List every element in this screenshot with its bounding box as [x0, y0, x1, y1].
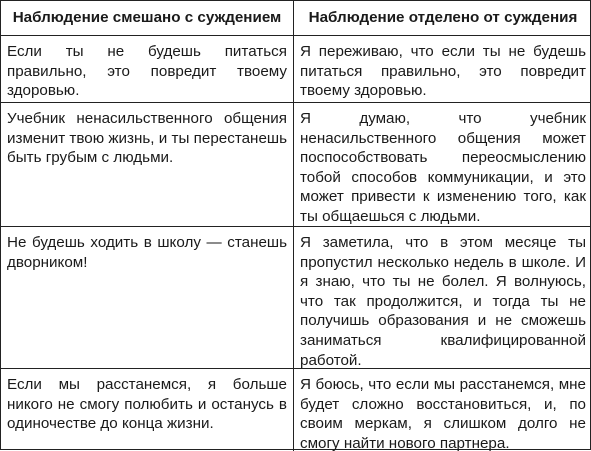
row-3-separated: Я заметила, что в этом месяце ты пропустил несколько недель в школе. И я знаю, что ты не болел. Я волнуюсь, что так продолжится, и тогда ты не получишь образования и не сможешь заниматься квалифицированной работой.	[294, 227, 591, 369]
row-1-mixed: Если ты не будешь питаться правильно, это повредит твоему здоровью.	[1, 36, 294, 103]
row-2-mixed: Учебник ненасильственного общения изменит твою жизнь, и ты перестанешь быть грубым с людьми.	[1, 103, 294, 227]
row-2-separated: Я думаю, что учебник ненасильственного общения может поспособствовать переосмыслению тобой способов коммуникации, и это может привести к изменению того, как ты общаешься с людьми.	[294, 103, 591, 227]
row-1-separated: Я переживаю, что если ты не будешь питаться правильно, это повредит твоему здоровью.	[294, 36, 591, 103]
header-separated: Наблюдение отделено от суждения	[294, 1, 591, 36]
row-4-mixed: Если мы расстанемся, я больше никого не смогу полюбить и останусь в одиночестве до конца жизни.	[1, 369, 294, 451]
row-3-mixed: Не будешь ходить в школу — станешь дворником!	[1, 227, 294, 369]
row-4-separated: Я боюсь, что если мы расстанемся, мне будет сложно восстановиться, и, по своим меркам, я слишком долго не смогу найти нового партнера.	[300, 376, 586, 451]
header-mixed: Наблюдение смешано с суждением	[1, 1, 294, 36]
